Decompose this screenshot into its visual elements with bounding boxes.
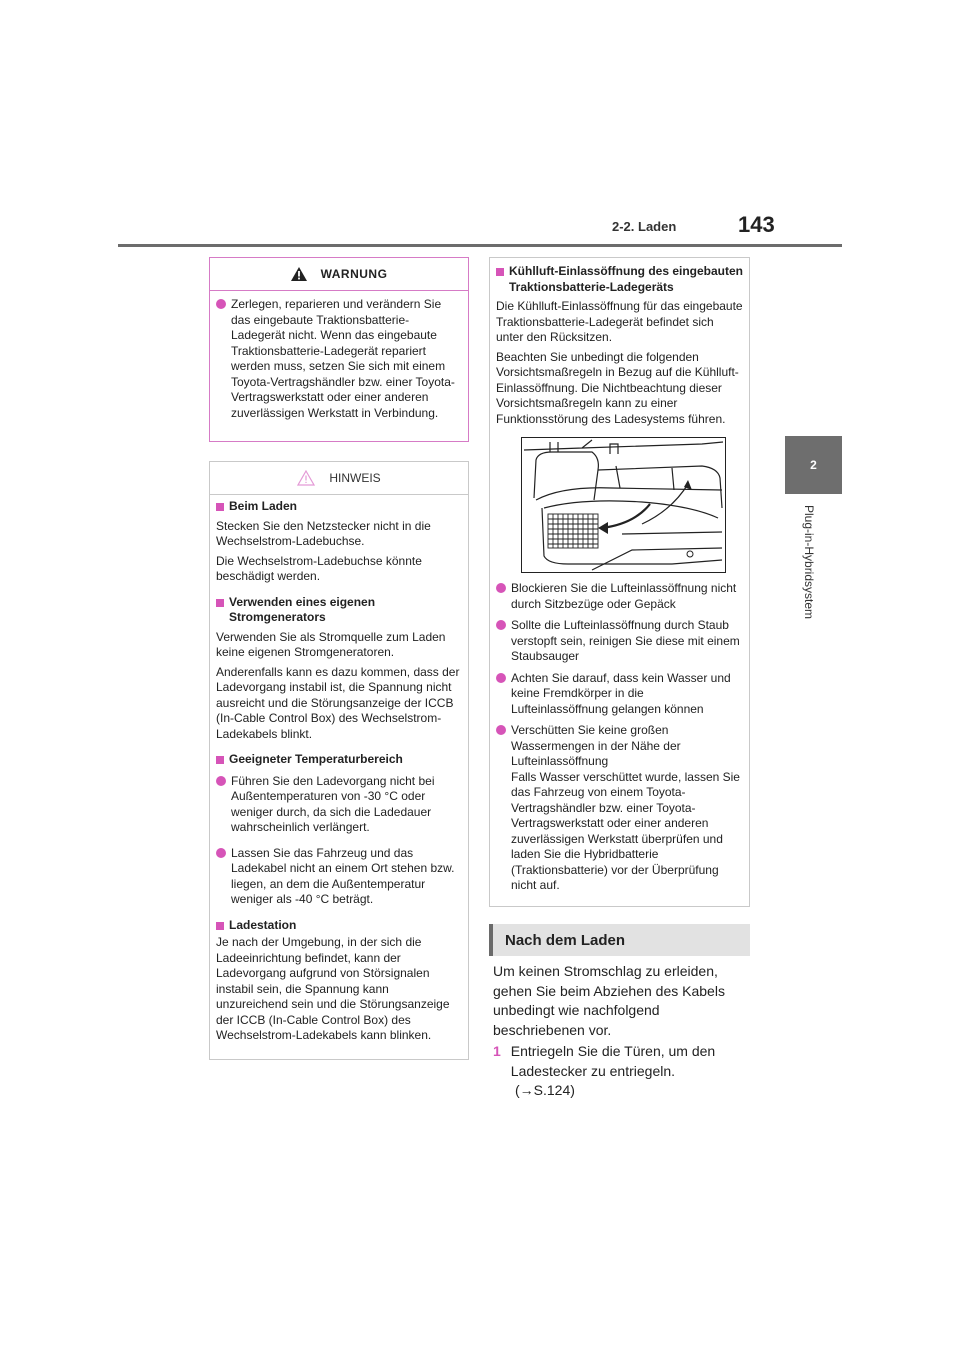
bullet-icon bbox=[496, 673, 506, 683]
notice-header bbox=[210, 462, 468, 495]
notice-title: HINWEIS bbox=[329, 471, 381, 485]
heading-text: Beim Laden bbox=[229, 499, 298, 513]
bullet-text: Blockieren Sie die Lufteinlassöffnung nicht durch Sitzbezüge oder Gepäck bbox=[511, 581, 737, 611]
heading-text: Geeigneter Temperaturbereich bbox=[229, 752, 403, 766]
intro-paragraph: Um keinen Stromschlag zu erleiden, gehen Sie beim Abziehen des Kabels unbedingt wie nachfolgend beschriebenen vor. bbox=[493, 963, 725, 1038]
section-title: 2-2. Laden bbox=[612, 219, 677, 234]
warning-box bbox=[209, 257, 469, 442]
list-item bbox=[496, 671, 743, 718]
bullet-text: Sollte die Lufteinlassöffnung durch Staub verstopft sein, reinigen Sie diese mit einem Staubsauger bbox=[511, 618, 740, 663]
list-item bbox=[496, 581, 743, 612]
heading-text: Ladestation bbox=[229, 917, 297, 932]
warning-text: Zerlegen, reparieren und verändern Sie das eingebaute Traktionsbatterie-Ladegerät nicht. Wenn das eingebaute Traktionsbatterie-Ladegerät repariert werden muss, setzen Sie sich mit einem Toyota-Vertragshändler bzw. einer Toyota-Vertragswerkstatt oder einer anderen zuverlässigen Werkstatt in Verbindung. bbox=[231, 297, 455, 420]
step-number: 1 bbox=[493, 1043, 501, 1059]
square-bullet-icon bbox=[216, 922, 224, 930]
notice-box bbox=[209, 461, 469, 1060]
square-bullet-icon bbox=[496, 268, 504, 276]
paragraph: Stecken Sie den Netzstecker nicht in die Wechselstrom-Ladebuchse. bbox=[216, 518, 431, 548]
notice-heading bbox=[216, 595, 462, 626]
bullet-icon bbox=[496, 620, 506, 630]
heading-text: Verwenden eines eigenen Stromgenerators bbox=[229, 594, 376, 624]
notice-heading bbox=[216, 918, 462, 934]
bullet-extra-text: Falls Wasser verschüttet wurde, lassen Sie das Fahrzeug von einem Toyota-Vertragshändler bzw. einer Toyota-Vertragswerkstatt oder einer anderen zuverlässigen Werkstatt überprüfen und laden Sie die Hybridbatterie (Traktionsbatterie) vor der Überprüfung nicht auf. bbox=[511, 769, 740, 892]
chapter-label-text: Plug-in-Hybridsystem bbox=[802, 505, 816, 620]
square-bullet-icon bbox=[216, 503, 224, 511]
bullet-icon bbox=[216, 848, 226, 858]
paragraph: Verwenden Sie als Stromquelle zum Laden keine eigenen Stromgeneratoren. bbox=[216, 629, 446, 659]
step-text: Entriegeln Sie die Türen, um den Ladestecker zu entriegeln. bbox=[510, 1043, 716, 1079]
step-item bbox=[493, 1042, 753, 1081]
list-item bbox=[496, 618, 743, 665]
page-number: 143 bbox=[738, 212, 775, 237]
chapter-number: 2 bbox=[810, 458, 817, 472]
section-heading: Nach dem Laden bbox=[489, 924, 750, 956]
square-bullet-icon bbox=[216, 756, 224, 764]
square-bullet-icon bbox=[216, 599, 224, 607]
cooling-heading bbox=[496, 264, 743, 295]
bullet-icon bbox=[496, 725, 506, 735]
bullet-text: Achten Sie darauf, dass kein Wasser und keine Fremdkörper in die Lufteinlassöffnung gelangen können bbox=[511, 670, 731, 716]
paragraph: Anderenfalls kann es dazu kommen, dass der Ladevorgang instabil ist, die Spannung nicht ausreicht und die Störungsanzeige der ICCB (In-Cable Control Box) des Wechselstrom-Ladekabels blinkt. bbox=[216, 664, 460, 741]
paragraph: Beachten Sie unbedingt die folgenden Vorsichtsmaßregeln in Bezug auf die Kühlluft-Einlassöffnung. Die Nichtbeachtung dieser Vorsichtsmaßregeln kann zu einer Funktionsstörung des Ladesystems führen. bbox=[496, 349, 739, 426]
notice-triangle-icon bbox=[297, 470, 315, 486]
notice-heading bbox=[216, 499, 462, 515]
paragraph: Die Kühlluft-Einlassöffnung für das eingebaute Traktionsbatterie-Ladegerät befindet sich unter den Rücksitzen. bbox=[496, 299, 743, 344]
bullet-text: Führen Sie den Ladevorgang nicht bei Außentemperaturen von -30 °C oder weniger durch, da sich die Ladedauer wahrscheinlich verlängert. bbox=[231, 773, 435, 834]
page-reference-link[interactable]: (→S.124) bbox=[515, 1082, 575, 1098]
list-item bbox=[496, 723, 743, 894]
chapter-label bbox=[800, 505, 820, 705]
warning-triangle-icon bbox=[291, 267, 307, 281]
list-item bbox=[216, 297, 462, 421]
paragraph: Je nach der Umgebung, in der sich die Ladeeinrichtung befindet, kann der Ladevorgang aufgrund von Störsignalen instabil sein, die Spannung kann unzureichend sein und die Störungsanzeige der ICCB (In-Cable Control Box) des Wechselstrom-Ladekabels kann blinken. bbox=[216, 935, 450, 1042]
paragraph: Die Wechselstrom-Ladebuchse könnte beschädigt werden. bbox=[216, 553, 422, 583]
rear-seat-drawing bbox=[522, 438, 725, 572]
header-rule bbox=[118, 244, 842, 247]
section-body bbox=[493, 962, 753, 1101]
bullet-icon bbox=[496, 583, 506, 593]
rear-seat-illustration bbox=[521, 437, 726, 573]
bullet-text: Lassen Sie das Fahrzeug und das Ladekabel nicht an einem Ort stehen bzw. liegen, an dem die Außentemperatur weniger als -40 °C beträgt. bbox=[231, 845, 455, 906]
warning-title: WARNUNG bbox=[320, 267, 388, 281]
cooling-inlet-box bbox=[489, 257, 750, 907]
list-item bbox=[216, 774, 462, 836]
warning-header bbox=[210, 258, 468, 291]
bullet-icon bbox=[216, 776, 226, 786]
list-item bbox=[216, 846, 462, 908]
notice-heading bbox=[216, 752, 462, 768]
chapter-tab[interactable] bbox=[785, 436, 842, 494]
list-item-body bbox=[511, 723, 743, 894]
bullet-text: Verschütten Sie keine großen Wassermengen in der Nähe der Lufteinlassöffnung bbox=[511, 723, 681, 768]
heading-text: Kühlluft-Einlassöffnung des eingebauten Traktionsbatterie-Ladegeräts bbox=[509, 264, 743, 294]
bullet-icon bbox=[216, 299, 226, 309]
